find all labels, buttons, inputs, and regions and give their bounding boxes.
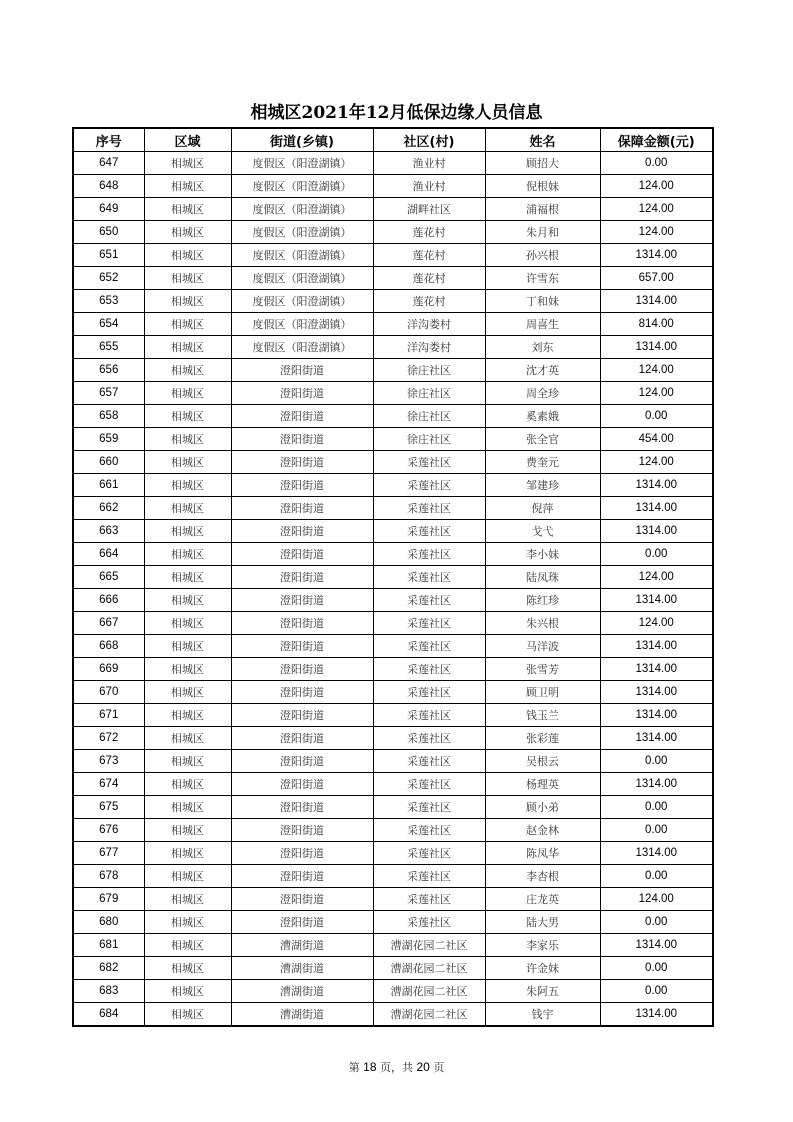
cell-name: 李杏根 — [485, 865, 600, 888]
cell-amount: 0.00 — [600, 865, 713, 888]
cell-region: 相城区 — [144, 152, 231, 175]
cell-street: 澄阳街道 — [231, 497, 373, 520]
cell-region: 相城区 — [144, 658, 231, 681]
cell-community: 采莲社区 — [373, 842, 485, 865]
cell-amount: 0.00 — [600, 980, 713, 1003]
cell-name: 李家乐 — [485, 934, 600, 957]
cell-community: 采莲社区 — [373, 727, 485, 750]
table-row — [73, 589, 713, 612]
table-row — [73, 796, 713, 819]
table-row — [73, 980, 713, 1003]
cell-name: 李小妹 — [485, 543, 600, 566]
table-row — [73, 727, 713, 750]
cell-name: 张雪芳 — [485, 658, 600, 681]
table-row — [73, 244, 713, 267]
cell-name: 顾招大 — [485, 152, 600, 175]
cell-index: 673 — [73, 750, 144, 773]
cell-community: 采莲社区 — [373, 497, 485, 520]
table-row — [73, 474, 713, 497]
cell-amount: 0.00 — [600, 796, 713, 819]
page-footer — [0, 1059, 793, 1075]
cell-index: 653 — [73, 290, 144, 313]
cell-region: 相城区 — [144, 635, 231, 658]
cell-region: 相城区 — [144, 727, 231, 750]
cell-community: 采莲社区 — [373, 543, 485, 566]
cell-amount: 1314.00 — [600, 589, 713, 612]
cell-name: 朱兴根 — [485, 612, 600, 635]
table-row — [73, 497, 713, 520]
cell-street: 度假区（阳澄湖镇） — [231, 221, 373, 244]
cell-region: 相城区 — [144, 405, 231, 428]
cell-community: 采莲社区 — [373, 819, 485, 842]
cell-region: 相城区 — [144, 543, 231, 566]
cell-community: 采莲社区 — [373, 888, 485, 911]
cell-community: 采莲社区 — [373, 865, 485, 888]
cell-index: 657 — [73, 382, 144, 405]
cell-name: 丁和妹 — [485, 290, 600, 313]
cell-region: 相城区 — [144, 865, 231, 888]
footer-middle: 页，共 — [380, 1061, 413, 1074]
cell-amount: 124.00 — [600, 382, 713, 405]
cell-community: 采莲社区 — [373, 750, 485, 773]
cell-name: 周全珍 — [485, 382, 600, 405]
cell-amount: 1314.00 — [600, 704, 713, 727]
cell-amount: 1314.00 — [600, 336, 713, 359]
cell-amount: 1314.00 — [600, 1003, 713, 1027]
table-row — [73, 290, 713, 313]
cell-community: 漕湖花园二社区 — [373, 1003, 485, 1027]
cell-street: 澄阳街道 — [231, 405, 373, 428]
cell-region: 相城区 — [144, 244, 231, 267]
table-row — [73, 451, 713, 474]
cell-street: 澄阳街道 — [231, 773, 373, 796]
cell-community: 采莲社区 — [373, 566, 485, 589]
cell-index: 649 — [73, 198, 144, 221]
cell-name: 顾小弟 — [485, 796, 600, 819]
current-page-number: 18 — [363, 1060, 377, 1074]
table-row — [73, 658, 713, 681]
table-row — [73, 221, 713, 244]
cell-index: 677 — [73, 842, 144, 865]
cell-index: 674 — [73, 773, 144, 796]
data-table — [72, 127, 714, 1027]
cell-community: 采莲社区 — [373, 704, 485, 727]
table-row — [73, 934, 713, 957]
cell-amount: 1314.00 — [600, 474, 713, 497]
cell-region: 相城区 — [144, 704, 231, 727]
cell-street: 度假区（阳澄湖镇） — [231, 175, 373, 198]
cell-index: 648 — [73, 175, 144, 198]
cell-street: 澄阳街道 — [231, 819, 373, 842]
column-header-community: 社区(村) — [373, 128, 485, 152]
cell-amount: 0.00 — [600, 543, 713, 566]
cell-region: 相城区 — [144, 589, 231, 612]
cell-index: 661 — [73, 474, 144, 497]
cell-amount: 0.00 — [600, 957, 713, 980]
cell-street: 澄阳街道 — [231, 451, 373, 474]
cell-region: 相城区 — [144, 773, 231, 796]
table-row — [73, 1003, 713, 1027]
cell-amount: 1314.00 — [600, 520, 713, 543]
table-row — [73, 773, 713, 796]
table-row — [73, 612, 713, 635]
cell-amount: 0.00 — [600, 152, 713, 175]
cell-region: 相城区 — [144, 750, 231, 773]
cell-amount: 124.00 — [600, 566, 713, 589]
cell-index: 671 — [73, 704, 144, 727]
table-row — [73, 336, 713, 359]
cell-region: 相城区 — [144, 842, 231, 865]
cell-street: 澄阳街道 — [231, 566, 373, 589]
cell-region: 相城区 — [144, 612, 231, 635]
table-row — [73, 566, 713, 589]
cell-name: 戈弋 — [485, 520, 600, 543]
cell-name: 倪萍 — [485, 497, 600, 520]
cell-street: 澄阳街道 — [231, 658, 373, 681]
cell-community: 徐庄社区 — [373, 359, 485, 382]
cell-amount: 1314.00 — [600, 727, 713, 750]
table-row — [73, 359, 713, 382]
cell-amount: 0.00 — [600, 750, 713, 773]
cell-region: 相城区 — [144, 267, 231, 290]
cell-region: 相城区 — [144, 175, 231, 198]
cell-name: 刘东 — [485, 336, 600, 359]
cell-street: 澄阳街道 — [231, 612, 373, 635]
cell-amount: 1314.00 — [600, 934, 713, 957]
cell-name: 钱玉兰 — [485, 704, 600, 727]
cell-name: 顾卫明 — [485, 681, 600, 704]
cell-region: 相城区 — [144, 221, 231, 244]
cell-community: 采莲社区 — [373, 474, 485, 497]
cell-amount: 454.00 — [600, 428, 713, 451]
table-row — [73, 428, 713, 451]
cell-street: 度假区（阳澄湖镇） — [231, 290, 373, 313]
cell-street: 澄阳街道 — [231, 750, 373, 773]
cell-street: 度假区（阳澄湖镇） — [231, 152, 373, 175]
cell-index: 672 — [73, 727, 144, 750]
cell-amount: 814.00 — [600, 313, 713, 336]
total-page-number: 20 — [416, 1060, 430, 1074]
cell-street: 澄阳街道 — [231, 520, 373, 543]
cell-index: 663 — [73, 520, 144, 543]
cell-region: 相城区 — [144, 474, 231, 497]
cell-name: 奚素娥 — [485, 405, 600, 428]
cell-street: 澄阳街道 — [231, 704, 373, 727]
cell-amount: 124.00 — [600, 888, 713, 911]
cell-street: 澄阳街道 — [231, 543, 373, 566]
column-header-name: 姓名 — [485, 128, 600, 152]
cell-amount: 1314.00 — [600, 497, 713, 520]
cell-community: 徐庄社区 — [373, 405, 485, 428]
cell-index: 660 — [73, 451, 144, 474]
table-row — [73, 313, 713, 336]
cell-index: 678 — [73, 865, 144, 888]
cell-community: 渔业村 — [373, 152, 485, 175]
table-header-row — [73, 128, 713, 152]
table-row — [73, 198, 713, 221]
table-row — [73, 543, 713, 566]
column-header-index: 序号 — [73, 128, 144, 152]
column-header-amount: 保障金额(元) — [600, 128, 713, 152]
table-row — [73, 405, 713, 428]
cell-street: 澄阳街道 — [231, 888, 373, 911]
cell-amount: 0.00 — [600, 911, 713, 934]
cell-region: 相城区 — [144, 428, 231, 451]
cell-amount: 124.00 — [600, 612, 713, 635]
cell-amount: 1314.00 — [600, 635, 713, 658]
cell-index: 682 — [73, 957, 144, 980]
cell-name: 张彩莲 — [485, 727, 600, 750]
cell-name: 陈红珍 — [485, 589, 600, 612]
cell-index: 654 — [73, 313, 144, 336]
cell-region: 相城区 — [144, 359, 231, 382]
table-row — [73, 704, 713, 727]
cell-amount: 124.00 — [600, 175, 713, 198]
cell-community: 徐庄社区 — [373, 428, 485, 451]
cell-community: 采莲社区 — [373, 681, 485, 704]
cell-region: 相城区 — [144, 336, 231, 359]
cell-amount: 124.00 — [600, 198, 713, 221]
cell-street: 漕湖街道 — [231, 980, 373, 1003]
cell-street: 度假区（阳澄湖镇） — [231, 198, 373, 221]
cell-name: 朱月和 — [485, 221, 600, 244]
cell-community: 采莲社区 — [373, 612, 485, 635]
cell-name: 沈才英 — [485, 359, 600, 382]
cell-region: 相城区 — [144, 497, 231, 520]
cell-community: 采莲社区 — [373, 796, 485, 819]
cell-index: 651 — [73, 244, 144, 267]
table-row — [73, 865, 713, 888]
cell-name: 陆大男 — [485, 911, 600, 934]
cell-name: 费奎元 — [485, 451, 600, 474]
cell-region: 相城区 — [144, 796, 231, 819]
cell-street: 澄阳街道 — [231, 359, 373, 382]
cell-name: 孙兴根 — [485, 244, 600, 267]
table-body — [73, 152, 713, 1027]
cell-street: 度假区（阳澄湖镇） — [231, 336, 373, 359]
cell-community: 莲花村 — [373, 221, 485, 244]
cell-amount: 0.00 — [600, 405, 713, 428]
cell-amount: 657.00 — [600, 267, 713, 290]
cell-amount: 1314.00 — [600, 773, 713, 796]
cell-amount: 124.00 — [600, 221, 713, 244]
cell-street: 澄阳街道 — [231, 911, 373, 934]
cell-name: 赵金林 — [485, 819, 600, 842]
cell-street: 澄阳街道 — [231, 635, 373, 658]
cell-name: 浦福根 — [485, 198, 600, 221]
cell-amount: 1314.00 — [600, 681, 713, 704]
table-row — [73, 681, 713, 704]
cell-community: 采莲社区 — [373, 589, 485, 612]
cell-index: 659 — [73, 428, 144, 451]
cell-name: 许雪东 — [485, 267, 600, 290]
footer-prefix: 第 — [348, 1061, 360, 1074]
cell-name: 张全官 — [485, 428, 600, 451]
cell-community: 洋沟娄村 — [373, 313, 485, 336]
cell-amount: 1314.00 — [600, 842, 713, 865]
cell-index: 684 — [73, 1003, 144, 1027]
cell-index: 680 — [73, 911, 144, 934]
cell-amount: 124.00 — [600, 359, 713, 382]
table-row — [73, 175, 713, 198]
cell-region: 相城区 — [144, 888, 231, 911]
cell-community: 莲花村 — [373, 267, 485, 290]
cell-community: 渔业村 — [373, 175, 485, 198]
cell-region: 相城区 — [144, 819, 231, 842]
cell-index: 652 — [73, 267, 144, 290]
cell-name: 周喜生 — [485, 313, 600, 336]
cell-community: 徐庄社区 — [373, 382, 485, 405]
cell-index: 665 — [73, 566, 144, 589]
footer-suffix: 页 — [433, 1061, 445, 1074]
cell-street: 澄阳街道 — [231, 474, 373, 497]
table-row — [73, 888, 713, 911]
cell-region: 相城区 — [144, 566, 231, 589]
cell-index: 662 — [73, 497, 144, 520]
column-header-street: 街道(乡镇) — [231, 128, 373, 152]
cell-region: 相城区 — [144, 980, 231, 1003]
cell-name: 许金妹 — [485, 957, 600, 980]
cell-street: 澄阳街道 — [231, 842, 373, 865]
cell-community: 漕湖花园二社区 — [373, 957, 485, 980]
cell-region: 相城区 — [144, 198, 231, 221]
table-row — [73, 382, 713, 405]
cell-index: 668 — [73, 635, 144, 658]
cell-index: 650 — [73, 221, 144, 244]
cell-index: 667 — [73, 612, 144, 635]
cell-street: 漕湖街道 — [231, 957, 373, 980]
cell-index: 675 — [73, 796, 144, 819]
cell-name: 吴根云 — [485, 750, 600, 773]
cell-street: 度假区（阳澄湖镇） — [231, 244, 373, 267]
cell-index: 658 — [73, 405, 144, 428]
cell-community: 洋沟娄村 — [373, 336, 485, 359]
cell-index: 679 — [73, 888, 144, 911]
cell-index: 683 — [73, 980, 144, 1003]
table-row — [73, 750, 713, 773]
cell-street: 澄阳街道 — [231, 428, 373, 451]
cell-community: 湖畔社区 — [373, 198, 485, 221]
cell-street: 漕湖街道 — [231, 934, 373, 957]
cell-street: 度假区（阳澄湖镇） — [231, 313, 373, 336]
cell-amount: 1314.00 — [600, 244, 713, 267]
table-row — [73, 957, 713, 980]
cell-name: 马洋波 — [485, 635, 600, 658]
cell-street: 澄阳街道 — [231, 865, 373, 888]
cell-community: 采莲社区 — [373, 658, 485, 681]
cell-region: 相城区 — [144, 1003, 231, 1027]
table-row — [73, 819, 713, 842]
table-row — [73, 911, 713, 934]
cell-community: 漕湖花园二社区 — [373, 934, 485, 957]
cell-community: 莲花村 — [373, 290, 485, 313]
cell-index: 676 — [73, 819, 144, 842]
cell-region: 相城区 — [144, 911, 231, 934]
cell-amount: 0.00 — [600, 819, 713, 842]
cell-amount: 1314.00 — [600, 290, 713, 313]
cell-street: 澄阳街道 — [231, 382, 373, 405]
column-header-region: 区域 — [144, 128, 231, 152]
cell-region: 相城区 — [144, 290, 231, 313]
cell-street: 度假区（阳澄湖镇） — [231, 267, 373, 290]
cell-region: 相城区 — [144, 451, 231, 474]
table-row — [73, 635, 713, 658]
cell-name: 杨理英 — [485, 773, 600, 796]
cell-region: 相城区 — [144, 313, 231, 336]
cell-name: 陆凤珠 — [485, 566, 600, 589]
cell-index: 647 — [73, 152, 144, 175]
cell-index: 670 — [73, 681, 144, 704]
cell-region: 相城区 — [144, 681, 231, 704]
cell-name: 庄龙英 — [485, 888, 600, 911]
cell-amount: 124.00 — [600, 451, 713, 474]
cell-street: 澄阳街道 — [231, 727, 373, 750]
table-row — [73, 520, 713, 543]
cell-index: 664 — [73, 543, 144, 566]
cell-name: 邹建珍 — [485, 474, 600, 497]
cell-name: 钱宇 — [485, 1003, 600, 1027]
table-row — [73, 267, 713, 290]
cell-street: 澄阳街道 — [231, 796, 373, 819]
table-row — [73, 842, 713, 865]
cell-community: 采莲社区 — [373, 520, 485, 543]
cell-region: 相城区 — [144, 520, 231, 543]
cell-index: 666 — [73, 589, 144, 612]
cell-region: 相城区 — [144, 957, 231, 980]
cell-name: 倪根妹 — [485, 175, 600, 198]
cell-community: 莲花村 — [373, 244, 485, 267]
cell-name: 朱阿五 — [485, 980, 600, 1003]
cell-community: 采莲社区 — [373, 911, 485, 934]
cell-amount: 1314.00 — [600, 658, 713, 681]
cell-index: 669 — [73, 658, 144, 681]
cell-index: 656 — [73, 359, 144, 382]
cell-region: 相城区 — [144, 934, 231, 957]
cell-community: 采莲社区 — [373, 451, 485, 474]
cell-street: 澄阳街道 — [231, 681, 373, 704]
cell-community: 漕湖花园二社区 — [373, 980, 485, 1003]
cell-community: 采莲社区 — [373, 773, 485, 796]
cell-index: 655 — [73, 336, 144, 359]
cell-name: 陈凤华 — [485, 842, 600, 865]
cell-region: 相城区 — [144, 382, 231, 405]
cell-index: 681 — [73, 934, 144, 957]
table-row — [73, 152, 713, 175]
cell-community: 采莲社区 — [373, 635, 485, 658]
cell-street: 漕湖街道 — [231, 1003, 373, 1027]
page-title: 相城区2021年12月低保边缘人员信息 — [250, 103, 543, 123]
cell-street: 澄阳街道 — [231, 589, 373, 612]
